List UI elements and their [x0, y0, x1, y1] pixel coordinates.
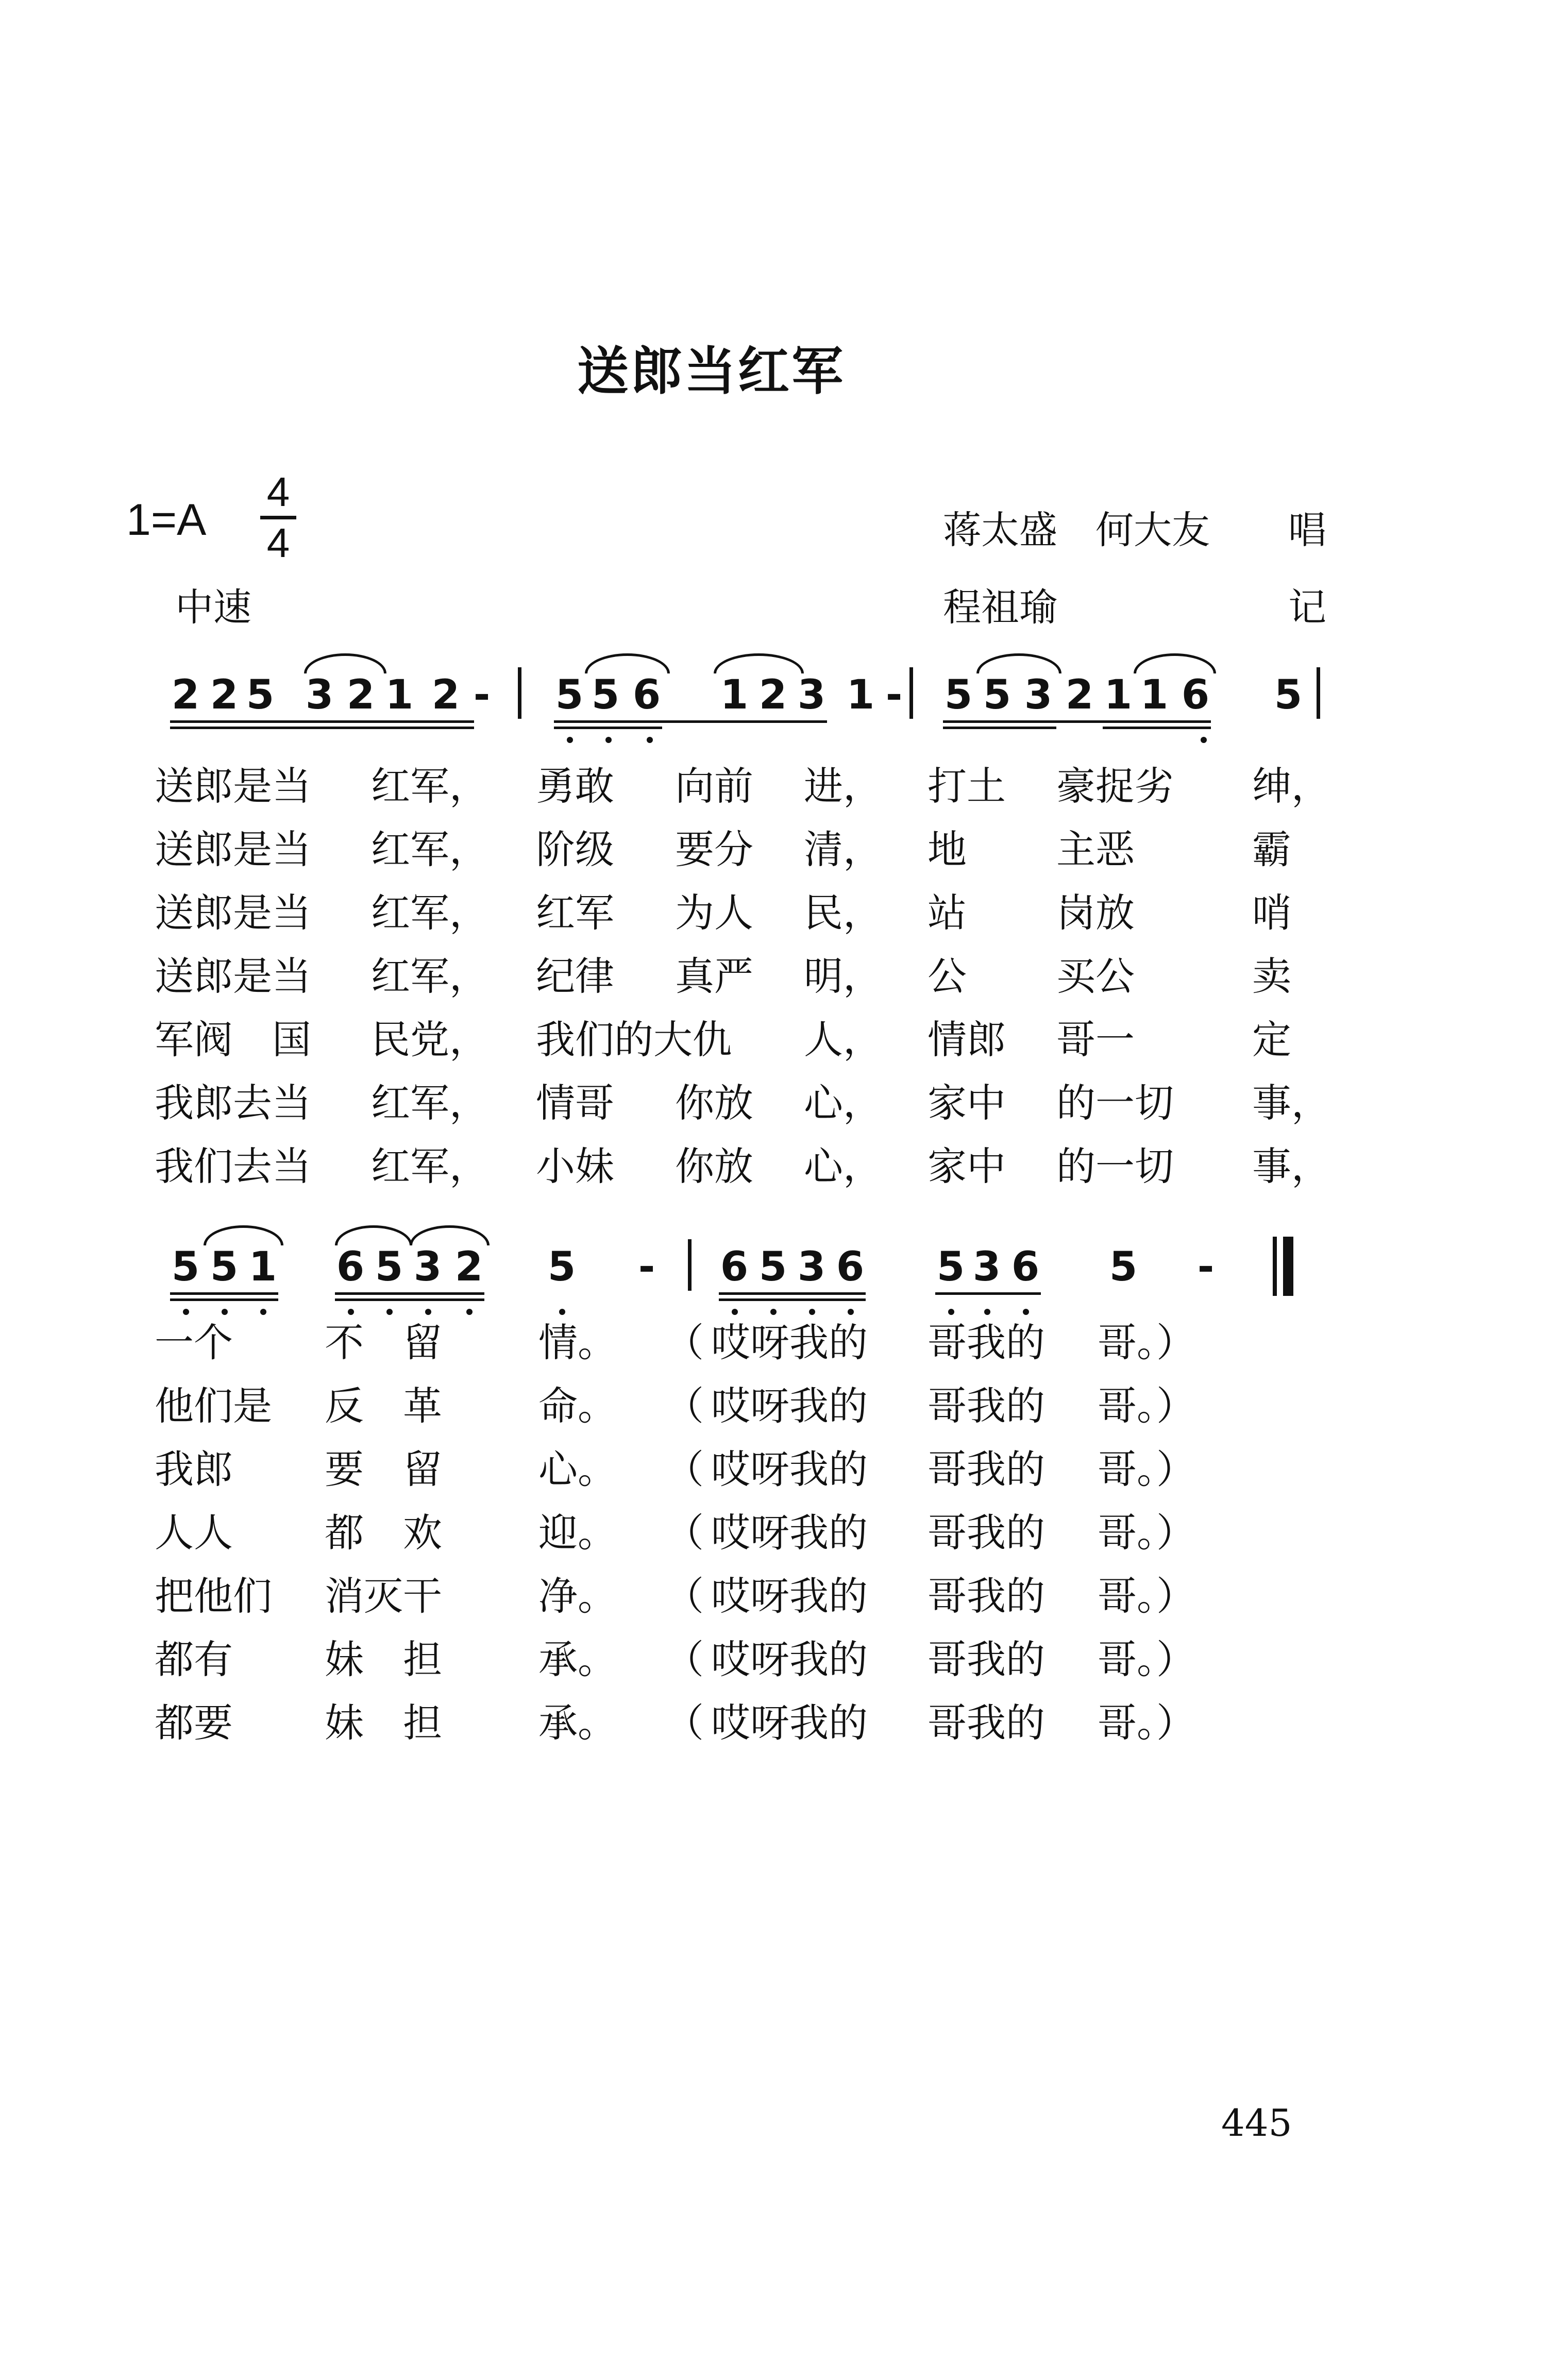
lyric-text: 反 革	[325, 1383, 442, 1429]
lyric-text: 哥。）	[1098, 1510, 1195, 1556]
page-number: 445	[1221, 2101, 1292, 2145]
bar-line	[909, 667, 913, 719]
underline	[943, 720, 1211, 723]
lyric-text: 哎呀我的	[711, 1446, 868, 1492]
slur-mark	[1134, 653, 1216, 673]
time-signature-top: 4	[266, 469, 290, 515]
lyric-text: 买公	[1056, 953, 1135, 999]
bar-line	[1317, 667, 1320, 719]
lyric-text: 不 留	[325, 1320, 442, 1365]
lyric-text: 哥我的	[928, 1446, 1045, 1492]
lyric-text: 消灭干	[325, 1573, 442, 1619]
note: 6	[1011, 1244, 1040, 1290]
lyric-text: 他们是	[155, 1383, 272, 1429]
lyric-text: 送郎是当	[155, 953, 311, 999]
note: 1	[846, 672, 875, 718]
lyric-line	[155, 882, 1494, 938]
lyric-text: 哥。）	[1098, 1573, 1195, 1619]
key-signature: 1=A	[126, 495, 207, 545]
lyric-text: 我郎去当	[155, 1080, 311, 1126]
lyric-line	[155, 1135, 1494, 1192]
lyric-text: 地	[928, 826, 967, 872]
lyric-text: 红军，	[371, 1080, 488, 1126]
lyric-text: 真严	[675, 953, 753, 999]
singers: 蒋太盛 何大友	[943, 508, 1210, 552]
lyric-text: 我郎	[155, 1446, 233, 1492]
recorder: 程祖瑜	[943, 585, 1057, 630]
lyric-line	[155, 1311, 1494, 1368]
lyric-text: 事，	[1252, 1143, 1330, 1189]
lyric-text: （	[665, 1383, 704, 1429]
lyric-line	[155, 1072, 1494, 1128]
lyric-text: 民，	[804, 890, 882, 936]
lyric-text: （	[665, 1320, 704, 1365]
note: 5	[1274, 672, 1303, 718]
lyric-text: 命。	[538, 1383, 617, 1429]
slur-mark	[204, 1225, 283, 1245]
final-bar-thick	[1283, 1237, 1293, 1296]
lyric-text: 红军	[536, 890, 614, 936]
underline	[554, 727, 662, 729]
lyric-text: （	[665, 1700, 704, 1746]
note: 3	[797, 1244, 826, 1290]
note: 1	[248, 1244, 277, 1290]
lyric-text: 军阀 国	[155, 1017, 311, 1062]
lyric-text: 送郎是当	[155, 890, 311, 936]
lyric-text: 公	[928, 953, 967, 999]
lyric-text: 哥我的	[928, 1573, 1045, 1619]
lyric-text: 情郎	[928, 1017, 1006, 1062]
lyric-text: 民党，	[371, 1017, 488, 1062]
underline	[170, 720, 474, 723]
note: 3	[972, 1244, 1001, 1290]
octave-dot-below	[605, 737, 612, 743]
lyric-text: 送郎是当	[155, 763, 311, 809]
slur-mark	[410, 1225, 490, 1245]
lyric-line	[155, 1008, 1494, 1065]
octave-dot-below	[1201, 737, 1207, 743]
note: 2	[758, 672, 787, 718]
underline	[719, 1298, 866, 1301]
lyric-text: 我们去当	[155, 1143, 311, 1189]
note: 5	[555, 672, 584, 718]
slur-mark	[335, 1225, 412, 1245]
lyric-text: 送郎是当	[155, 826, 311, 872]
lyric-text: 勇敢	[536, 763, 614, 809]
note: 1	[720, 672, 749, 718]
lyric-text: 迎。	[538, 1510, 617, 1556]
lyric-line	[155, 755, 1494, 812]
lyric-text: 情哥	[536, 1080, 614, 1126]
note: 5	[944, 672, 973, 718]
note: 1	[1140, 672, 1169, 718]
octave-dot-below	[567, 737, 573, 743]
lyric-text: 你放	[675, 1143, 753, 1189]
lyric-text: 哥我的	[928, 1320, 1045, 1365]
lyric-text: 岗放	[1056, 890, 1135, 936]
lyric-line	[155, 1438, 1494, 1495]
lyric-text: 净。	[538, 1573, 617, 1619]
underline	[170, 727, 474, 729]
lyric-text: 红军，	[371, 763, 488, 809]
lyric-text: （	[665, 1636, 704, 1682]
lyric-text: 你放	[675, 1080, 753, 1126]
lyric-line	[155, 1501, 1494, 1558]
lyric-text: 哥。）	[1098, 1636, 1195, 1682]
lyric-text: 家中	[928, 1143, 1006, 1189]
lyric-text: 我们的大仇	[536, 1017, 732, 1062]
lyric-text: （	[665, 1510, 704, 1556]
recorder-role: 记	[1288, 585, 1326, 630]
note: 2	[454, 1244, 483, 1290]
lyric-text: 霸	[1252, 826, 1291, 872]
lyric-text: 心，	[804, 1080, 882, 1126]
lyric-text: 哎呀我的	[711, 1636, 868, 1682]
lyric-text: 哥一	[1056, 1017, 1135, 1062]
lyric-text: 都要	[155, 1700, 233, 1746]
lyric-text: 哨	[1252, 890, 1291, 936]
slur-mark	[585, 653, 670, 673]
lyric-text: 主恶	[1056, 826, 1135, 872]
lyric-text: 哥我的	[928, 1700, 1045, 1746]
octave-dot-below	[647, 737, 653, 743]
note: -	[638, 1244, 655, 1290]
note: 6	[1181, 672, 1210, 718]
underline	[335, 1292, 484, 1295]
lyric-text: 红军，	[371, 1143, 488, 1189]
lyric-text: 都 欢	[325, 1510, 442, 1556]
lyric-text: 红军，	[371, 890, 488, 936]
slur-mark	[976, 653, 1061, 673]
time-signature-bottom: 4	[266, 520, 290, 566]
note: 1	[385, 672, 414, 718]
lyric-text: 卖	[1252, 953, 1291, 999]
note: 5	[246, 672, 275, 718]
lyric-text: 要 留	[325, 1446, 442, 1492]
slur-mark	[714, 653, 804, 673]
note: 5	[1109, 1244, 1138, 1290]
lyric-text: 清，	[804, 826, 882, 872]
lyric-text: 妹 担	[325, 1700, 442, 1746]
note: 5	[936, 1244, 965, 1290]
lyric-text: 向前	[675, 763, 753, 809]
lyric-text: 哎呀我的	[711, 1700, 868, 1746]
underline	[170, 1298, 278, 1301]
lyric-text: 哥。）	[1098, 1383, 1195, 1429]
lyric-text: 情。	[538, 1320, 617, 1365]
lyric-text: 哥我的	[928, 1636, 1045, 1682]
underline	[170, 1292, 278, 1295]
note: 2	[171, 672, 200, 718]
lyric-text: 哎呀我的	[711, 1510, 868, 1556]
note: 2	[346, 672, 375, 718]
underline	[935, 1292, 1041, 1295]
note: 6	[632, 672, 661, 718]
lyric-text: 哥。）	[1098, 1320, 1195, 1365]
note: 3	[1024, 672, 1053, 718]
lyric-text: 人人	[155, 1510, 233, 1556]
underline	[554, 720, 827, 723]
lyric-text: （	[665, 1446, 704, 1492]
lyric-text: 承。	[538, 1636, 617, 1682]
lyric-text: 哎呀我的	[711, 1383, 868, 1429]
lyric-text: 要分	[675, 826, 753, 872]
lyric-text: 进，	[804, 763, 882, 809]
lyric-text: 妹 担	[325, 1636, 442, 1682]
lyric-text: 都有	[155, 1636, 233, 1682]
lyric-text: 心。	[538, 1446, 617, 1492]
slur-mark	[304, 653, 386, 673]
note: 3	[797, 672, 826, 718]
underline	[943, 727, 1056, 729]
note: 6	[836, 1244, 865, 1290]
note: 6	[336, 1244, 365, 1290]
lyric-line	[155, 1565, 1494, 1622]
lyric-text: 哎呀我的	[711, 1573, 868, 1619]
note: 5	[210, 1244, 239, 1290]
lyric-text: 绅，	[1252, 763, 1330, 809]
notation-line-1	[0, 654, 1568, 757]
lyric-text: 定	[1252, 1017, 1291, 1062]
lyric-text: 把他们	[155, 1573, 272, 1619]
lyric-text: 哥我的	[928, 1383, 1045, 1429]
lyric-text: 的一切	[1056, 1080, 1174, 1126]
tempo-marking: 中速	[175, 585, 251, 630]
note: 5	[591, 672, 620, 718]
lyric-text: 承。	[538, 1700, 617, 1746]
lyric-text: 人，	[804, 1017, 882, 1062]
note: 5	[171, 1244, 200, 1290]
bar-line	[518, 667, 521, 719]
lyric-text: 阶级	[536, 826, 614, 872]
lyric-text: 哥。）	[1098, 1446, 1195, 1492]
time-signature-bar	[260, 516, 296, 519]
lyric-line	[155, 1375, 1494, 1431]
lyric-text: 心，	[804, 1143, 882, 1189]
lyric-text: 纪律	[536, 953, 614, 999]
note: -	[885, 672, 903, 718]
note: 3	[305, 672, 334, 718]
lyric-line	[155, 945, 1494, 1002]
lyric-text: 小妹	[536, 1143, 614, 1189]
note: 5	[375, 1244, 403, 1290]
lyric-text: 站	[928, 890, 967, 936]
lyric-text: 哎呀我的	[711, 1320, 868, 1365]
lyric-line	[155, 818, 1494, 875]
note: -	[1197, 1244, 1215, 1290]
note: 6	[720, 1244, 749, 1290]
lyric-text: （	[665, 1573, 704, 1619]
lyric-text: 红军，	[371, 826, 488, 872]
final-bar-thin	[1273, 1237, 1277, 1296]
underline	[719, 1292, 866, 1295]
note: -	[473, 672, 491, 718]
lyric-text: 家中	[928, 1080, 1006, 1126]
lyric-text: 哥。）	[1098, 1700, 1195, 1746]
lyric-text: 一个	[155, 1320, 233, 1365]
note: 2	[210, 672, 239, 718]
lyric-text: 打土	[928, 763, 1006, 809]
note: 1	[1104, 672, 1133, 718]
note: 2	[431, 672, 460, 718]
note: 2	[1065, 672, 1094, 718]
song-title: 送郎当红军	[577, 341, 845, 401]
lyric-text: 哥我的	[928, 1510, 1045, 1556]
lyric-text: 事，	[1252, 1080, 1330, 1126]
lyric-text: 的一切	[1056, 1143, 1174, 1189]
underline	[1103, 727, 1211, 729]
singers-role: 唱	[1288, 508, 1326, 552]
lyric-line	[155, 1692, 1494, 1748]
lyric-line	[155, 1628, 1494, 1685]
note: 5	[983, 672, 1011, 718]
note: 5	[758, 1244, 787, 1290]
note: 3	[413, 1244, 442, 1290]
lyric-text: 红军，	[371, 953, 488, 999]
bar-line	[688, 1239, 692, 1291]
underline	[335, 1298, 484, 1301]
time-signature	[260, 471, 296, 564]
lyric-text: 明，	[804, 953, 882, 999]
note: 5	[547, 1244, 576, 1290]
lyric-text: 为人	[675, 890, 753, 936]
lyric-text: 豪捉劣	[1056, 763, 1174, 809]
